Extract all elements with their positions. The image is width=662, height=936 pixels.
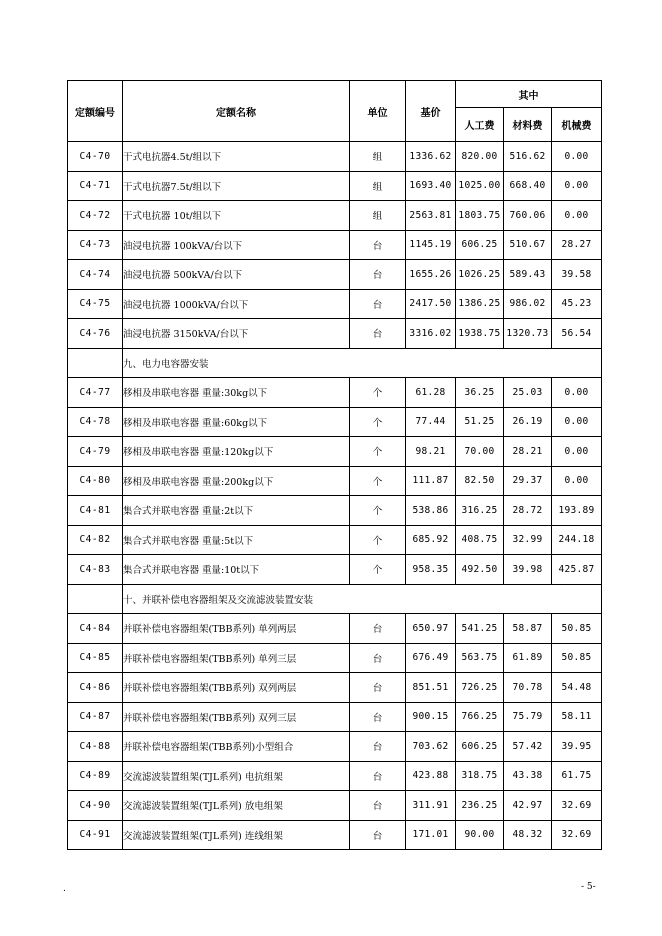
machine-cost: 61.75 xyxy=(552,761,602,791)
labor-cost: 820.00 xyxy=(456,142,504,172)
table-body xyxy=(68,142,602,850)
quota-code: C4-75 xyxy=(68,289,123,319)
material-cost: 28.21 xyxy=(504,437,552,467)
quota-unit: 个 xyxy=(350,496,406,526)
quota-code: C4-80 xyxy=(68,466,123,496)
machine-cost: 0.00 xyxy=(552,407,602,437)
material-cost: 25.03 xyxy=(504,378,552,408)
section-title: 十、并联补偿电容器组架及交流滤波装置安装 xyxy=(123,584,602,614)
labor-cost: 82.50 xyxy=(456,466,504,496)
quota-unit: 台 xyxy=(350,643,406,673)
material-cost: 986.02 xyxy=(504,289,552,319)
machine-cost: 39.58 xyxy=(552,260,602,290)
material-cost: 510.67 xyxy=(504,230,552,260)
header-labor: 人工费 xyxy=(456,108,504,142)
labor-cost: 90.00 xyxy=(456,820,504,850)
table-row xyxy=(68,378,602,408)
page-number: - 5- xyxy=(581,882,596,892)
quota-code: C4-79 xyxy=(68,437,123,467)
quota-name: 油浸电抗器 100kVA/台以下 xyxy=(123,230,350,260)
quota-name: 干式电抗器4.5t/组以下 xyxy=(123,142,350,172)
machine-cost: 39.95 xyxy=(552,732,602,762)
machine-cost: 56.54 xyxy=(552,319,602,349)
base-price: 2417.50 xyxy=(406,289,456,319)
material-cost: 58.87 xyxy=(504,614,552,644)
quota-code: C4-83 xyxy=(68,555,123,585)
quota-unit: 个 xyxy=(350,525,406,555)
quota-name: 干式电抗器7.5t/组以下 xyxy=(123,171,350,201)
quota-name: 交流滤波装置组架(TJL系列) 连线组架 xyxy=(123,820,350,850)
material-cost: 48.32 xyxy=(504,820,552,850)
quota-code: C4-71 xyxy=(68,171,123,201)
quota-unit: 台 xyxy=(350,732,406,762)
material-cost: 75.79 xyxy=(504,702,552,732)
quota-code: C4-84 xyxy=(68,614,123,644)
material-cost: 760.06 xyxy=(504,201,552,231)
base-price: 650.97 xyxy=(406,614,456,644)
quota-unit: 台 xyxy=(350,673,406,703)
quota-name: 油浸电抗器 1000kVA/台以下 xyxy=(123,289,350,319)
table-row xyxy=(68,260,602,290)
quota-name: 交流滤波装置组架(TJL系列) 电抗组架 xyxy=(123,761,350,791)
base-price: 3316.02 xyxy=(406,319,456,349)
quota-unit: 台 xyxy=(350,702,406,732)
quota-unit: 台 xyxy=(350,289,406,319)
table-row xyxy=(68,289,602,319)
section-row xyxy=(68,584,602,614)
quota-name: 油浸电抗器 500kVA/台以下 xyxy=(123,260,350,290)
quota-name: 移相及串联电容器 重量:30kg以下 xyxy=(123,378,350,408)
base-price: 1655.26 xyxy=(406,260,456,290)
base-price: 900.15 xyxy=(406,702,456,732)
quota-code: C4-72 xyxy=(68,201,123,231)
machine-cost: 244.18 xyxy=(552,525,602,555)
quota-name: 并联补偿电容器组架(TBB系列) 双列两层 xyxy=(123,673,350,703)
quota-name: 并联补偿电容器组架(TBB系列) 双列三层 xyxy=(123,702,350,732)
labor-cost: 318.75 xyxy=(456,761,504,791)
table-row xyxy=(68,525,602,555)
table-row xyxy=(68,791,602,821)
labor-cost: 606.25 xyxy=(456,732,504,762)
material-cost: 589.43 xyxy=(504,260,552,290)
quota-code: C4-73 xyxy=(68,230,123,260)
quota-name: 集合式并联电容器 重量:5t以下 xyxy=(123,525,350,555)
quota-name: 移相及串联电容器 重量:60kg以下 xyxy=(123,407,350,437)
table-row xyxy=(68,230,602,260)
machine-cost: 0.00 xyxy=(552,466,602,496)
base-price: 171.01 xyxy=(406,820,456,850)
table-row xyxy=(68,732,602,762)
base-price: 958.35 xyxy=(406,555,456,585)
header-material: 材料费 xyxy=(504,108,552,142)
quota-code: C4-91 xyxy=(68,820,123,850)
header-row-1 xyxy=(68,81,602,108)
base-price: 1145.19 xyxy=(406,230,456,260)
quota-unit: 个 xyxy=(350,407,406,437)
base-price: 1693.40 xyxy=(406,171,456,201)
machine-cost: 193.89 xyxy=(552,496,602,526)
quota-name: 交流滤波装置组架(TJL系列) 放电组架 xyxy=(123,791,350,821)
machine-cost: 32.69 xyxy=(552,820,602,850)
header-unit: 单位 xyxy=(350,81,406,142)
footer-mark: . xyxy=(63,884,66,894)
material-cost: 516.62 xyxy=(504,142,552,172)
table-row xyxy=(68,437,602,467)
machine-cost: 0.00 xyxy=(552,437,602,467)
base-price: 851.51 xyxy=(406,673,456,703)
quota-code: C4-78 xyxy=(68,407,123,437)
labor-cost: 492.50 xyxy=(456,555,504,585)
quota-code: C4-86 xyxy=(68,673,123,703)
table-row xyxy=(68,643,602,673)
header-among: 其中 xyxy=(456,81,602,108)
quota-unit: 组 xyxy=(350,201,406,231)
quota-unit: 组 xyxy=(350,142,406,172)
machine-cost: 425.87 xyxy=(552,555,602,585)
material-cost: 39.98 xyxy=(504,555,552,585)
labor-cost: 51.25 xyxy=(456,407,504,437)
base-price: 98.21 xyxy=(406,437,456,467)
labor-cost: 316.25 xyxy=(456,496,504,526)
machine-cost: 0.00 xyxy=(552,201,602,231)
material-cost: 43.38 xyxy=(504,761,552,791)
machine-cost: 32.69 xyxy=(552,791,602,821)
base-price: 311.91 xyxy=(406,791,456,821)
table-row xyxy=(68,702,602,732)
quota-name: 集合式并联电容器 重量:2t以下 xyxy=(123,496,350,526)
material-cost: 1320.73 xyxy=(504,319,552,349)
base-price: 111.87 xyxy=(406,466,456,496)
base-price: 538.86 xyxy=(406,496,456,526)
base-price: 423.88 xyxy=(406,761,456,791)
labor-cost: 563.75 xyxy=(456,643,504,673)
quota-code: C4-87 xyxy=(68,702,123,732)
quota-table xyxy=(67,80,602,850)
quota-unit: 组 xyxy=(350,171,406,201)
table-row xyxy=(68,614,602,644)
labor-cost: 1938.75 xyxy=(456,319,504,349)
machine-cost: 45.23 xyxy=(552,289,602,319)
quota-name: 并联补偿电容器组架(TBB系列)小型组合 xyxy=(123,732,350,762)
machine-cost: 0.00 xyxy=(552,142,602,172)
quota-code: C4-89 xyxy=(68,761,123,791)
quota-code: C4-70 xyxy=(68,142,123,172)
table-row xyxy=(68,673,602,703)
quota-unit: 个 xyxy=(350,378,406,408)
base-price: 2563.81 xyxy=(406,201,456,231)
material-cost: 29.37 xyxy=(504,466,552,496)
labor-cost: 70.00 xyxy=(456,437,504,467)
material-cost: 70.78 xyxy=(504,673,552,703)
machine-cost: 58.11 xyxy=(552,702,602,732)
base-price: 703.62 xyxy=(406,732,456,762)
quota-name: 干式电抗器 10t/组以下 xyxy=(123,201,350,231)
labor-cost: 541.25 xyxy=(456,614,504,644)
material-cost: 32.99 xyxy=(504,525,552,555)
quota-unit: 台 xyxy=(350,230,406,260)
base-price: 77.44 xyxy=(406,407,456,437)
base-price: 61.28 xyxy=(406,378,456,408)
machine-cost: 0.00 xyxy=(552,171,602,201)
machine-cost: 50.85 xyxy=(552,614,602,644)
quota-unit: 台 xyxy=(350,319,406,349)
machine-cost: 50.85 xyxy=(552,643,602,673)
quota-unit: 台 xyxy=(350,761,406,791)
table-row xyxy=(68,761,602,791)
quota-name: 移相及串联电容器 重量:120kg以下 xyxy=(123,437,350,467)
labor-cost: 236.25 xyxy=(456,791,504,821)
table-row xyxy=(68,555,602,585)
labor-cost: 1386.25 xyxy=(456,289,504,319)
quota-unit: 台 xyxy=(350,260,406,290)
quota-name: 并联补偿电容器组架(TBB系列) 单列两层 xyxy=(123,614,350,644)
labor-cost: 606.25 xyxy=(456,230,504,260)
header-name: 定额名称 xyxy=(123,81,350,142)
quota-name: 油浸电抗器 3150kVA/台以下 xyxy=(123,319,350,349)
table-row xyxy=(68,407,602,437)
base-price: 676.49 xyxy=(406,643,456,673)
material-cost: 28.72 xyxy=(504,496,552,526)
labor-cost: 36.25 xyxy=(456,378,504,408)
quota-unit: 台 xyxy=(350,791,406,821)
machine-cost: 0.00 xyxy=(552,378,602,408)
quota-code: C4-77 xyxy=(68,378,123,408)
quota-code: C4-90 xyxy=(68,791,123,821)
quota-code: C4-76 xyxy=(68,319,123,349)
quota-unit: 个 xyxy=(350,466,406,496)
quota-code: C4-81 xyxy=(68,496,123,526)
labor-cost: 1026.25 xyxy=(456,260,504,290)
header-machine: 机械费 xyxy=(552,108,602,142)
quota-name: 并联补偿电容器组架(TBB系列) 单列三层 xyxy=(123,643,350,673)
labor-cost: 408.75 xyxy=(456,525,504,555)
table-row xyxy=(68,496,602,526)
labor-cost: 1803.75 xyxy=(456,201,504,231)
machine-cost: 28.27 xyxy=(552,230,602,260)
section-row xyxy=(68,348,602,378)
quota-code: C4-82 xyxy=(68,525,123,555)
material-cost: 61.89 xyxy=(504,643,552,673)
base-price: 1336.62 xyxy=(406,142,456,172)
labor-cost: 726.25 xyxy=(456,673,504,703)
table-row xyxy=(68,201,602,231)
quota-unit: 个 xyxy=(350,437,406,467)
quota-unit: 台 xyxy=(350,820,406,850)
quota-name: 移相及串联电容器 重量:200kg以下 xyxy=(123,466,350,496)
table-row xyxy=(68,171,602,201)
table-row xyxy=(68,319,602,349)
table-row xyxy=(68,142,602,172)
machine-cost: 54.48 xyxy=(552,673,602,703)
labor-cost: 1025.00 xyxy=(456,171,504,201)
section-code-cell xyxy=(68,584,123,614)
header-base-price: 基价 xyxy=(406,81,456,142)
material-cost: 57.42 xyxy=(504,732,552,762)
labor-cost: 766.25 xyxy=(456,702,504,732)
header-code: 定额编号 xyxy=(68,81,123,142)
quota-code: C4-88 xyxy=(68,732,123,762)
quota-code: C4-74 xyxy=(68,260,123,290)
material-cost: 42.97 xyxy=(504,791,552,821)
quota-name: 集合式并联电容器 重量:10t以下 xyxy=(123,555,350,585)
quota-unit: 个 xyxy=(350,555,406,585)
material-cost: 26.19 xyxy=(504,407,552,437)
section-code-cell xyxy=(68,348,123,378)
table-row xyxy=(68,820,602,850)
quota-code: C4-85 xyxy=(68,643,123,673)
material-cost: 668.40 xyxy=(504,171,552,201)
table-row xyxy=(68,466,602,496)
base-price: 685.92 xyxy=(406,525,456,555)
quota-unit: 台 xyxy=(350,614,406,644)
section-title: 九、电力电容器安装 xyxy=(123,348,602,378)
